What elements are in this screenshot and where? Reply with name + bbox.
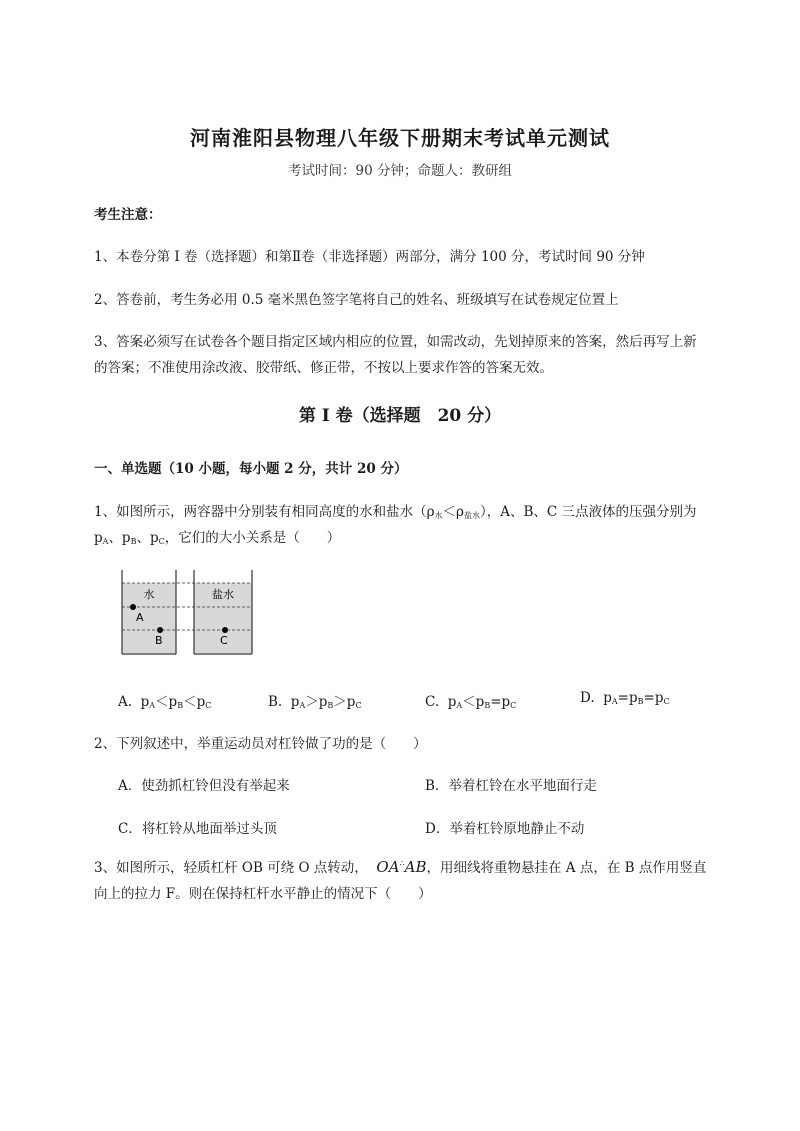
q1-sub-salt: 盐水 [463, 511, 480, 520]
label-water: 水 [143, 588, 155, 601]
point-b-label: B [155, 634, 163, 647]
question-1-line2: $p_A$、$p_B$、$p_C$，它们的大小关系是（ ） [94, 530, 341, 546]
label-saltwater: 盐水 [212, 588, 234, 601]
formula-oa: OA [376, 858, 400, 876]
point-c-label: C [220, 634, 228, 647]
container-diagram [118, 570, 258, 656]
exam-info: 考试时间：90 分钟；命题人：教研组 [288, 163, 512, 179]
q2-option-c[interactable]: C．将杠铃从地面举过头顶 [118, 821, 277, 837]
q1-option-b[interactable]: B. $p_A>p_B>p_C$ [268, 694, 362, 710]
notice-item-1: 1、本卷分第 I 卷（选择题）和第Ⅱ卷（非选择题）两部分，满分 100 分，考试时间 90 分钟 [94, 249, 645, 265]
q1-option-a[interactable]: A. $p_A<p_B<p_C$ [118, 694, 212, 710]
page-title: 河南淮阳县物理八年级下册期末考试单元测试 [190, 126, 610, 150]
question-1-text [94, 500, 697, 521]
notice-item-3-line1: 3、答案必须写在试卷各个题目指定区域内相应的位置，如需改动，先划掉原来的答案，然后再写上新 [94, 334, 697, 350]
q1-lt: ＜ρ [442, 504, 464, 520]
q1-option-d[interactable]: D. $p_A=p_B=p_C$ [580, 690, 670, 706]
section-title: 第 I 卷（选择题 20 分） [298, 406, 502, 426]
point-c-dot [222, 627, 228, 633]
part-heading: 一、单选题（10 小题，每小题 2 分，共计 20 分） [94, 461, 408, 477]
notice-item-3-line2: 的答案；不准使用涂改液、胶带纸、修正带，不按以上要求作答的答案无效。 [94, 360, 553, 376]
question-3-line1: 3、如图所示，轻质杠杆 OB 可绕 O 点转动， OA∴AB，用细线将重物悬挂在 A 点，在 B 点作用竖直 [94, 858, 707, 876]
formula-ab: AB [404, 858, 427, 876]
notice-item-2: 2、答卷前，考生务必用 0.5 毫米黑色签字笔将自己的姓名、班级填写在试卷规定位置上 [94, 292, 619, 308]
q2-option-d[interactable]: D．举着杠铃原地静止不动 [425, 821, 585, 837]
point-a-label: A [136, 611, 144, 624]
q1-text-a: 1、如图所示，两容器中分别装有相同高度的水和盐水（ρ [94, 504, 435, 520]
q1-option-c[interactable]: C. $p_A<p_B=p_C$ [425, 694, 517, 710]
q2-option-b[interactable]: B．举着杠铃在水平地面行走 [425, 778, 597, 794]
question-3-line2: 向上的拉力 F。则在保持杠杆水平静止的情况下（ ） [94, 886, 432, 902]
question-2-text: 2、下列叙述中，举重运动员对杠铃做了功的是（ ） [94, 736, 427, 752]
point-b-dot [157, 627, 163, 633]
q1-sub-water: 水 [434, 511, 443, 520]
q1-text-b: ），A、B、C 三点液体的压强分别为 [479, 504, 697, 520]
notice-heading: 考生注意： [94, 207, 162, 223]
q2-option-a[interactable]: A．使劲抓杠铃但没有举起来 [118, 778, 290, 794]
point-a-dot [130, 604, 136, 610]
